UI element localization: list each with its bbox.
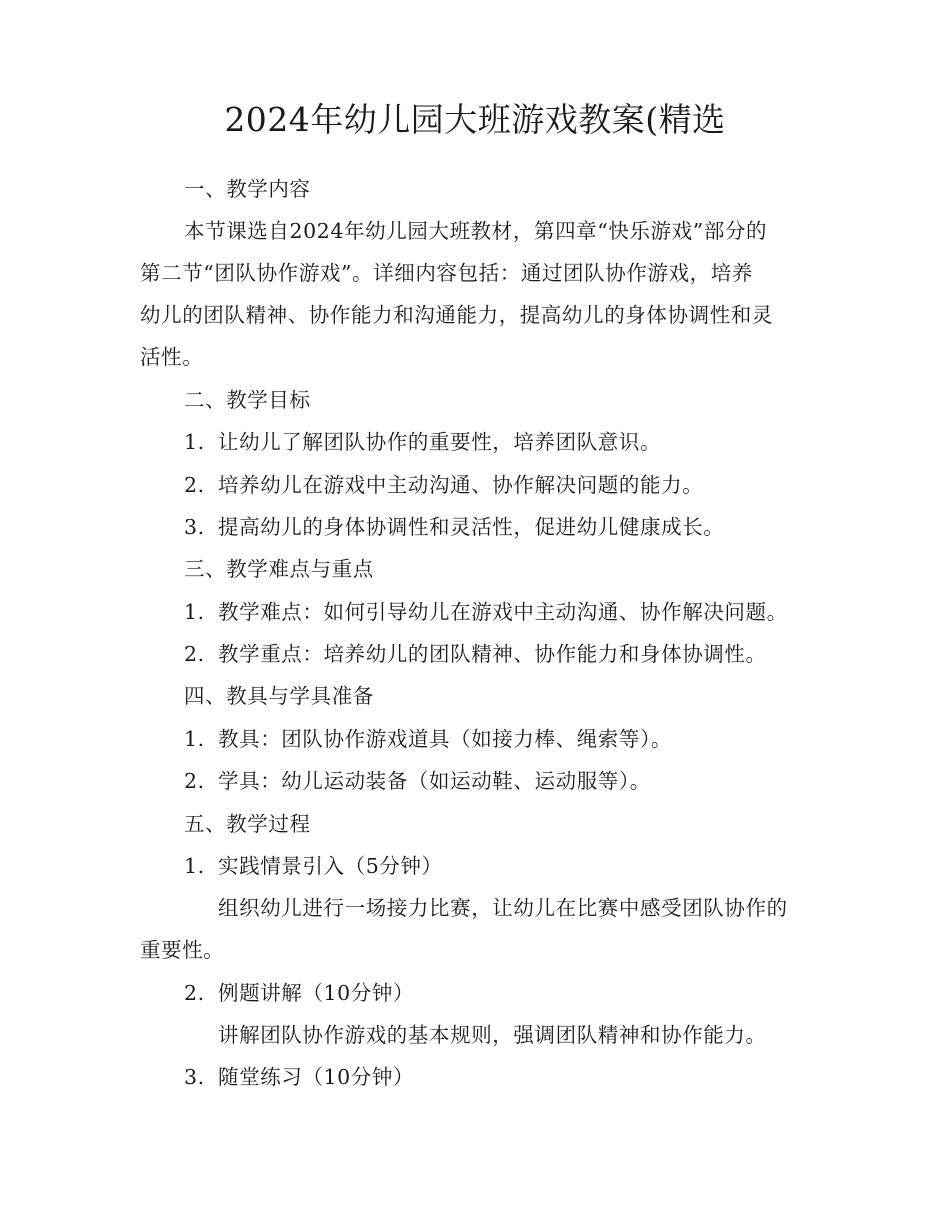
- section-heading-teaching-content: 一、教学内容: [184, 177, 311, 201]
- list-item-text: 例题讲解（10分钟）: [218, 981, 415, 1005]
- paragraph-line: 活性。: [140, 345, 204, 369]
- list-item-number: 3.: [184, 515, 205, 539]
- list-item: [184, 724, 672, 754]
- list-item: [184, 766, 651, 796]
- list-item-text: 学具：幼儿运动装备（如运动鞋、运动服等）。: [218, 769, 651, 793]
- list-item-text: 教学难点：如何引导幼儿在游戏中主动沟通、协作解决问题。: [218, 600, 788, 624]
- section-heading-difficulties: 三、教学难点与重点: [184, 557, 374, 581]
- list-item: [184, 639, 767, 669]
- section-heading-materials: 四、教具与学具准备: [184, 684, 374, 708]
- list-item-text: 培养幼儿在游戏中主动沟通、协作解决问题的能力。: [218, 473, 704, 497]
- paragraph-line: 第二节“团队协作游戏”。详细内容包括：通过团队协作游戏，培养: [140, 261, 753, 285]
- list-item: [184, 978, 414, 1008]
- list-item: [184, 427, 661, 457]
- list-item-number: 1.: [184, 854, 205, 878]
- list-item-text: 提高幼儿的身体协调性和灵活性，促进幼儿健康成长。: [218, 515, 725, 539]
- list-item-text: 让幼儿了解团队协作的重要性，培养团队意识。: [218, 430, 662, 454]
- section-heading-teaching-goals: 二、教学目标: [184, 388, 311, 412]
- list-item-number: 3.: [184, 1065, 205, 1089]
- list-item-number: 2.: [184, 642, 205, 666]
- list-item-number: 2.: [184, 473, 205, 497]
- list-item-text: 随堂练习（10分钟）: [218, 1065, 415, 1089]
- section-heading-teaching-process: 五、教学过程: [184, 812, 311, 836]
- list-item-number: 1.: [184, 430, 205, 454]
- list-item-number: 2.: [184, 769, 205, 793]
- paragraph-line: 讲解团队协作游戏的基本规则，强调团队精神和协作能力。: [218, 1023, 767, 1047]
- list-item-text: 教学重点：培养幼儿的团队精神、协作能力和身体协调性。: [218, 642, 767, 666]
- paragraph-line: 重要性。: [140, 938, 225, 962]
- list-item-number: 1.: [184, 727, 205, 751]
- list-item: [184, 470, 703, 500]
- list-item: [184, 851, 443, 881]
- paragraph-line: 组织幼儿进行一场接力比赛，让幼儿在比赛中感受团队协作的: [218, 896, 788, 920]
- list-item: [184, 1062, 414, 1092]
- paragraph-line: 幼儿的团队精神、协作能力和沟通能力，提高幼儿的身体协调性和灵: [140, 303, 773, 327]
- list-item-number: 2.: [184, 981, 205, 1005]
- document-title: 2024年幼儿园大班游戏教案(精选: [224, 100, 726, 139]
- list-item: [184, 597, 788, 627]
- list-item-number: 1.: [184, 600, 205, 624]
- list-item-text: 教具：团队协作游戏道具（如接力棒、绳索等）。: [218, 727, 672, 751]
- list-item-text: 实践情景引入（5分钟）: [218, 854, 443, 878]
- paragraph-line: 本节课选自2024年幼儿园大班教材，第四章“快乐游戏”部分的: [184, 219, 768, 243]
- list-item: [184, 512, 724, 542]
